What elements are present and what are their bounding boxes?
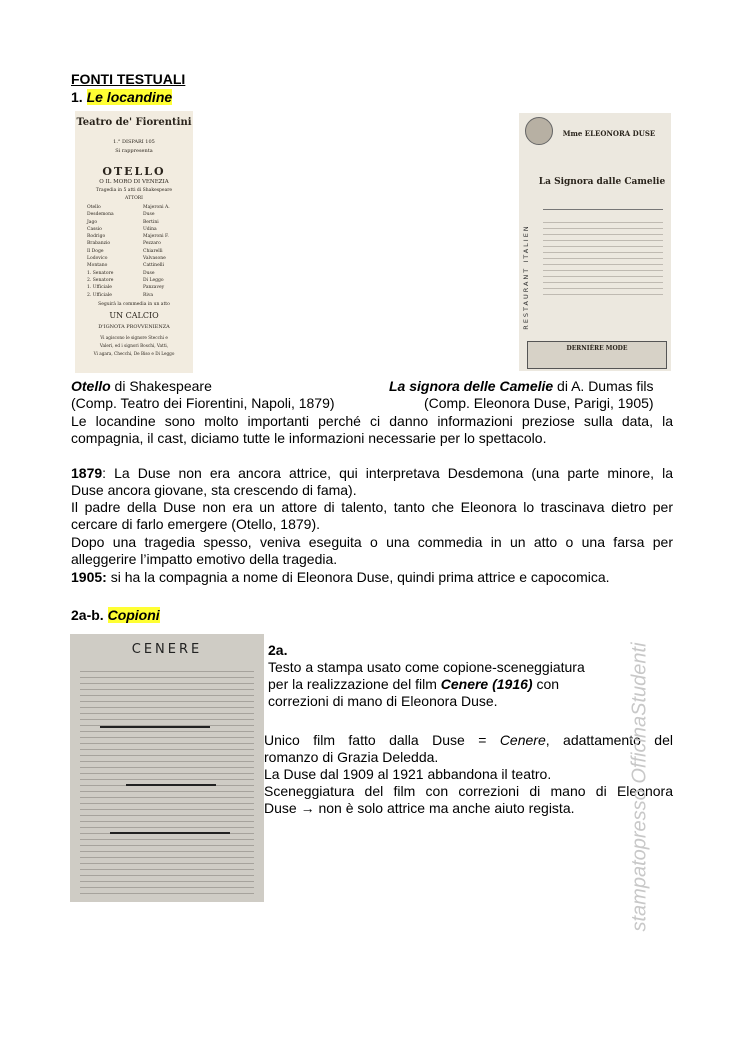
poster-cast-row bbox=[87, 211, 183, 218]
description-line: Sceneggiatura del film con correzioni di mano di Eleonora bbox=[264, 783, 673, 799]
correction-mark bbox=[126, 784, 216, 786]
caption-otello-company: (Comp. Teatro dei Fiorentini, Napoli, 1879) bbox=[71, 395, 335, 411]
cast-role: Lodovico bbox=[87, 256, 108, 262]
item1-title: Le locandine bbox=[86, 89, 173, 105]
poster-after-title: UN CALCIO bbox=[109, 311, 159, 320]
poster-header: Mme ELEONORA DUSE bbox=[562, 129, 656, 138]
poster-line: Vi agara, Checchi, De Biso e Di Leggo bbox=[93, 351, 175, 356]
description-line bbox=[264, 732, 673, 750]
paragraph-text: : La Duse non era ancora attrice, qui interpretava Desdemona (una parte minore, la bbox=[102, 465, 673, 481]
paragraph-text: si ha la compagnia a nome di Eleonora Duse, quindi prima attrice e capocomica. bbox=[106, 569, 610, 585]
poster-title: La Signora dalle Camelie bbox=[538, 177, 666, 187]
poster-line: Vi agiscono le signore Stecchi e bbox=[100, 335, 168, 340]
cast-actor: Chiarelli bbox=[143, 248, 163, 254]
poster-line: Valeri, ed i signori Boschi, Vatti, bbox=[99, 343, 169, 348]
camelie-poster-image bbox=[519, 113, 671, 371]
paragraph-line: alleggerire l’impatto emotivo della tragedia. bbox=[71, 551, 338, 567]
description-line bbox=[268, 676, 559, 694]
poster-cast-row bbox=[87, 270, 183, 277]
otello-poster-image bbox=[75, 111, 193, 373]
poster-line: Seguirà la commedia in un atto bbox=[98, 302, 170, 307]
poster-line: Si rappresenta bbox=[115, 148, 153, 154]
cast-actor: Panzavey bbox=[143, 285, 165, 291]
item1-heading bbox=[71, 89, 673, 107]
caption-camelie-title: La signora delle Camelie bbox=[389, 378, 554, 394]
section2-title: Copioni bbox=[107, 607, 160, 623]
poster-cast-row bbox=[87, 240, 183, 247]
correction-mark bbox=[110, 832, 230, 834]
poster-attori: ATTORI bbox=[125, 196, 143, 201]
cast-role: Cassio bbox=[87, 226, 102, 232]
description-line: romanzo di Grazia Deledda. bbox=[264, 749, 439, 765]
film-title: Cenere (1916) bbox=[440, 676, 533, 692]
paragraph-line: Le locandine sono molto importanti perché ci danno informazioni preziose sulla data, la bbox=[71, 413, 673, 429]
item1-number: 1. bbox=[71, 89, 83, 105]
poster-cast-row bbox=[87, 226, 183, 233]
poster-theatre: Teatro de' Fiorentini bbox=[76, 117, 192, 128]
section2-number: 2a-b. bbox=[71, 607, 104, 623]
poster-divider bbox=[543, 209, 663, 210]
poster-cast-lines bbox=[543, 217, 663, 297]
description-text: , adattamento del bbox=[545, 732, 673, 748]
poster-line: 1.° DISPARI 105 bbox=[113, 139, 155, 145]
paragraph-line: Duse ancora giovane, sta crescendo di fama). bbox=[71, 482, 357, 498]
cast-role: Desdemona bbox=[87, 212, 114, 218]
caption-row-companies bbox=[71, 395, 673, 413]
poster-cast-row bbox=[87, 255, 183, 262]
caption-left bbox=[71, 378, 212, 394]
poster-cast-row bbox=[87, 284, 183, 291]
cast-actor: Pezzaro bbox=[143, 241, 161, 247]
caption-otello-title: Otello bbox=[71, 378, 111, 394]
cast-role: Brabanzio bbox=[87, 241, 111, 247]
cast-role: Montano bbox=[87, 263, 108, 269]
poster-title: OTELLO bbox=[102, 165, 166, 178]
description-text: con bbox=[532, 676, 560, 692]
caption-right bbox=[389, 378, 654, 396]
caption-camelie-author: di A. Dumas fils bbox=[553, 378, 654, 394]
cast-actor: Bertini bbox=[143, 219, 159, 225]
cast-role: Jago bbox=[87, 219, 98, 225]
cast-role: 2. Ufficiale bbox=[87, 292, 112, 298]
poster-footer: DERNIÈRE MODE bbox=[566, 345, 628, 352]
year-1879: 1879 bbox=[71, 465, 103, 481]
paragraph-line: compagnia, il cast, diciamo tutte le informazioni necessarie per lo spettacolo. bbox=[71, 430, 547, 446]
description-line: La Duse dal 1909 al 1921 abbandona il teatro. bbox=[264, 766, 552, 782]
paragraph-line: Dopo una tragedia spesso, veniva eseguita o una commedia in un atto o una farsa per bbox=[71, 534, 673, 550]
poster-cast-row bbox=[87, 277, 183, 284]
cast-role: 2. Senatore bbox=[87, 277, 114, 283]
description-line: correzioni di mano di Eleonora Duse. bbox=[268, 693, 498, 709]
cast-actor: Di Leggo bbox=[143, 277, 164, 283]
section2-heading bbox=[71, 607, 673, 625]
script-title: CENERE bbox=[131, 642, 203, 657]
poster-cast-row bbox=[87, 292, 183, 299]
poster-cast-row bbox=[87, 262, 183, 269]
description-line: Duse → non è solo attrice ma anche aiuto regista. bbox=[264, 800, 575, 816]
paragraph-line: Il padre della Duse non era un attore di talento, tanto che Eleonora lo trascinava dietro per bbox=[71, 499, 673, 515]
cast-role: Otello bbox=[87, 205, 101, 210]
cast-actor: Duse bbox=[143, 270, 155, 276]
subsection-2a: 2a. bbox=[268, 642, 288, 658]
poster-cast-row bbox=[87, 204, 183, 211]
cast-role: 1. Ufficiale bbox=[87, 285, 112, 291]
paragraph-line bbox=[71, 569, 673, 587]
poster-cast-row bbox=[87, 219, 183, 226]
caption-otello-author: di Shakespeare bbox=[110, 378, 212, 394]
paragraph-line: cercare di farlo emergere (Otello, 1879). bbox=[71, 516, 320, 532]
cast-actor: Riva bbox=[143, 292, 154, 298]
poster-cast-list bbox=[87, 204, 183, 299]
poster-side-text: RESTAURANT ITALIEN bbox=[522, 224, 530, 330]
script-text-lines bbox=[80, 666, 254, 894]
poster-line: D'IGNOTA PROVVENIENZA bbox=[98, 324, 170, 330]
cast-role: 1. Senatore bbox=[87, 270, 114, 276]
film-title: Cenere bbox=[499, 732, 546, 748]
paragraph-line bbox=[71, 465, 673, 483]
caption-row-titles bbox=[71, 378, 673, 396]
cast-role: Rodrigo bbox=[87, 234, 106, 240]
cast-actor: Udina bbox=[143, 226, 157, 232]
cast-actor: Duse bbox=[143, 212, 155, 218]
cast-actor: Valvasone bbox=[143, 256, 166, 262]
poster-cast-row bbox=[87, 233, 183, 240]
year-1905: 1905: bbox=[71, 569, 107, 585]
correction-mark bbox=[100, 726, 210, 728]
section-title: FONTI TESTUALI bbox=[71, 71, 186, 87]
cast-actor: Majeroni F. bbox=[143, 234, 169, 240]
cenere-script-image bbox=[70, 634, 264, 902]
poster-cast-row bbox=[87, 248, 183, 255]
cast-actor: Cattinelli bbox=[143, 263, 165, 269]
cast-role: Il Doge bbox=[87, 248, 104, 254]
description-line: Testo a stampa usato come copione-sceneggiatura bbox=[268, 659, 585, 675]
poster-subtitle: O IL MORO DI VENEZIA bbox=[99, 179, 169, 185]
watermark: stampatopresso OfficinaStudenti bbox=[628, 642, 651, 932]
poster-desc: Tragedia in 5 atti di Shakespeare bbox=[95, 188, 173, 193]
description-text: per la realizzazione del film bbox=[268, 676, 441, 692]
description-text: Unico film fatto dalla Duse = bbox=[264, 732, 500, 748]
caption-camelie-company: (Comp. Eleonora Duse, Parigi, 1905) bbox=[424, 395, 654, 411]
cast-actor: Majeroni A. bbox=[143, 205, 170, 210]
poster-ad-box bbox=[527, 341, 667, 369]
